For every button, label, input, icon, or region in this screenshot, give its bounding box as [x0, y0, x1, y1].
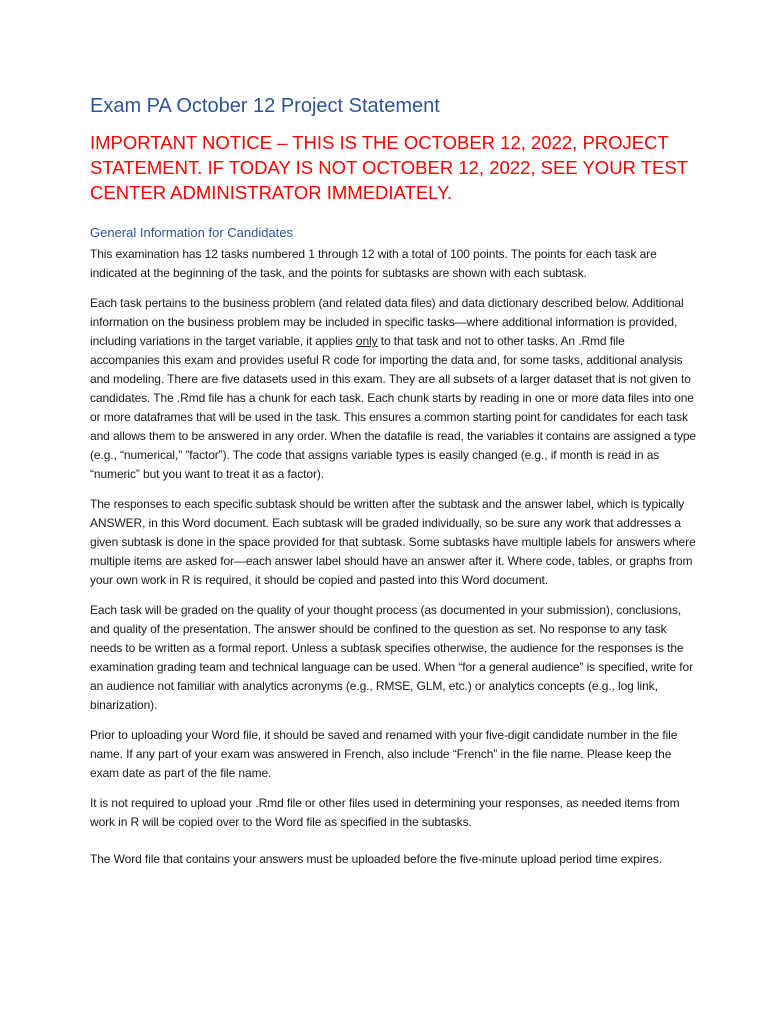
document-title: Exam PA October 12 Project Statement	[90, 95, 440, 117]
paragraph-responses: The responses to each specific subtask should be written after the subtask and the answer label, which is typically ANSWER, in this Word document. Each subtask will be graded individually, so be sure any work that addresses a given subtask is done in the space provided for that subtask. Some subtasks have multiple labels for answers where multiple items are asked for—each answer label should have an answer after it. Where code, tables, or graphs from your own work in R is required, it should be copied and pasted into this Word document.	[90, 497, 696, 587]
section-heading: General Information for Candidates	[90, 225, 294, 240]
paragraph-tasks-overview: This examination has 12 tasks numbered 1 through 12 with a total of 100 points. The points for each task are indicated at the beginning of the task, and the points for subtasks are shown with each subtask.	[90, 247, 657, 280]
paragraph-upload-deadline: The Word file that contains your answers must be uploaded before the five-minute upload period time expires.	[90, 852, 662, 866]
important-notice: IMPORTANT NOTICE – THIS IS THE OCTOBER 12, 2022, PROJECT STATEMENT. IF TODAY IS NOT OCTOBER 12, 2022, SEE YOUR TEST CENTER ADMINISTRATOR IMMEDIATELY.	[90, 132, 688, 203]
paragraph-business-problem	[90, 294, 696, 484]
paragraph-business-problem-part2: to that task and not to other tasks. An .Rmd file accompanies this exam and provides useful R code for importing the data and, for some tasks, additional analysis and modeling. There are five datasets used in this exam. They are all subsets of a larger dataset that is not given to candidates. The .Rmd file has a chunk for each task. Each chunk starts by reading in one or more data files into one or more dataframes that will be used in the task. This ensures a common starting point for candidates for each task and allows them to be answered in any order. When the datafile is read, the variables it contains are assigned a type (e.g., “numerical,” ”factor”). The code that assigns variable types is easily changed (e.g., if month is read in as “numeric” but you want to treat it as a factor).	[90, 334, 696, 481]
paragraph-business-problem-part1: Each task pertains to the business problem (and related data files) and data dictionary described below. Additional information on the business problem may be included in specific tasks—where additional information is provided, including variations in the target variable, it applies	[90, 296, 684, 348]
paragraph-file-naming: Prior to uploading your Word file, it should be saved and renamed with your five-digit candidate number in the file name. If any part of your exam was answered in French, also include “French” in the file name. Please keep the exam date as part of the file name.	[90, 728, 678, 780]
underlined-only: only	[355, 334, 378, 348]
paragraph-rmd-upload: It is not required to upload your .Rmd file or other files used in determining your responses, as needed items from work in R will be copied over to the Word file as specified in the subtasks.	[90, 796, 680, 829]
paragraph-grading: Each task will be graded on the quality of your thought process (as documented in your submission), conclusions, and quality of the presentation. The answer should be confined to the question as set. No response to any task needs to be written as a formal report. Unless a subtask specifies otherwise, the audience for the responses is the examination grading team and technical language can be used. When “for a general audience” is specified, write for an audience not familiar with analytics acronyms (e.g., RMSE, GLM, etc.) or analytics concepts (e.g., log link, binarization).	[90, 603, 693, 712]
